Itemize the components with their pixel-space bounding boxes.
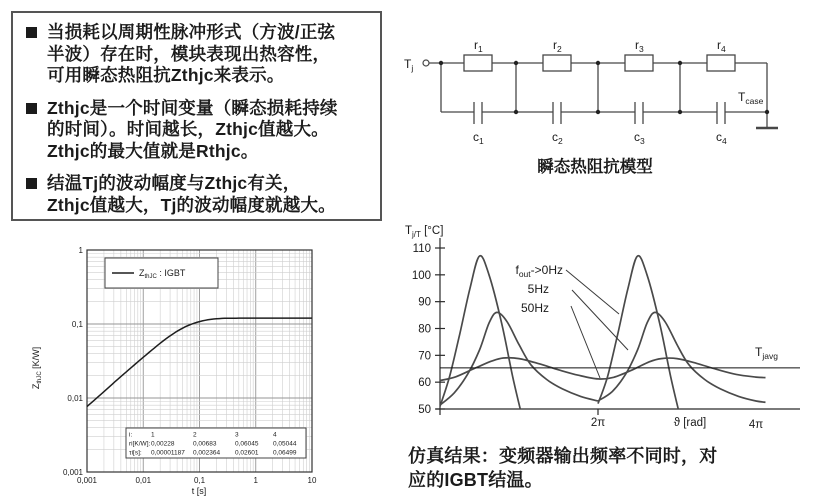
leader-line-50hz xyxy=(571,306,600,378)
bullet-line: 半波）存在时，模块表现出热容性， xyxy=(47,43,331,64)
tjavg-label: $T_{javg}$ xyxy=(755,345,778,361)
curve-fout-0Hz xyxy=(440,256,522,417)
bullet-line: 结温Tj的波动幅度与Zthjc有关， xyxy=(47,173,301,193)
freq-50hz-label: 50Hz xyxy=(520,301,549,315)
table-cell: 4 xyxy=(273,431,277,439)
y-tick-label: 80 xyxy=(418,323,431,336)
zthjc-chart xyxy=(25,240,365,502)
thermal-impedance-circuit-diagram xyxy=(400,15,812,187)
bullet-square-icon xyxy=(26,103,37,114)
y-tick-label: 1 xyxy=(78,246,83,255)
x-axis-label: ϑ [rad] xyxy=(673,417,707,429)
table-cell: 0,02601 xyxy=(235,449,259,457)
table-cell: 0,00228 xyxy=(151,440,175,448)
simulation-caption xyxy=(408,444,808,492)
leader-line-5hz xyxy=(572,290,628,350)
bullet-square-icon xyxy=(26,27,37,38)
x-tick-label: 0,01 xyxy=(135,476,152,485)
table-cell: 1 xyxy=(151,431,155,439)
table-cell: 0,00001187 xyxy=(151,449,185,457)
bullet-line: 的时间）。时间越长，Zthjc值越大。 xyxy=(47,119,329,139)
x-tick-label: 1 xyxy=(253,476,258,485)
table-cell: 0,05044 xyxy=(273,440,297,448)
y-axis-label: $T_{j/T}$ [°C] xyxy=(405,225,444,239)
bullet-line: 可用瞬态热阻抗Zthjc来表示。 xyxy=(47,65,285,85)
x-tick-label-4pi: 4π xyxy=(748,419,764,431)
capacitor-label: $c_2$ xyxy=(552,130,563,146)
y-tick-label: 50 xyxy=(418,404,431,416)
y-tick-label: 100 xyxy=(411,269,431,282)
resistor-label: $r_1$ xyxy=(474,38,483,54)
y-tick-label: 60 xyxy=(418,377,431,390)
capacitor-label: $c_4$ xyxy=(716,130,727,146)
y-tick-label: 70 xyxy=(418,350,431,363)
bullet-line: Zthjc的最大值就是Rthjc。 xyxy=(47,140,259,161)
y-tick-label: 90 xyxy=(418,296,431,309)
legend xyxy=(105,258,218,288)
tj-terminal-icon xyxy=(423,60,429,66)
tcase-label: $T_{case}$ xyxy=(738,90,764,106)
freq-5hz-label: 5Hz xyxy=(527,282,549,296)
resistor-label: $r_4$ xyxy=(717,38,726,54)
table-cell: 0,002364 xyxy=(193,449,221,457)
bullet-text xyxy=(47,98,338,163)
curve-5Hz xyxy=(598,312,766,402)
bullet-item xyxy=(26,22,374,87)
caption-line: 应的IGBT结温。 xyxy=(408,470,543,490)
curve-50Hz xyxy=(440,358,766,381)
table-row-label: τi[s]: xyxy=(129,449,142,457)
table-row-label: i: xyxy=(129,431,133,439)
bullet-square-icon xyxy=(26,178,37,189)
capacitor-label: $c_1$ xyxy=(473,130,484,146)
table-row-label: ri[K/W]: xyxy=(129,440,151,448)
x-tick-label: 10 xyxy=(307,476,317,485)
bullet-item xyxy=(26,98,374,163)
bullet-text xyxy=(47,173,336,216)
tj-label: $T_j$ xyxy=(404,57,414,73)
x-tick-label-2pi: 2π xyxy=(590,417,606,429)
y-tick-label: 0,01 xyxy=(67,394,83,403)
y-tick-label: 0,001 xyxy=(62,468,83,477)
circuit-title: 瞬态热阻抗模型 xyxy=(537,158,653,176)
junction-temperature-chart xyxy=(403,218,805,444)
legend-label: $Z_{thJC}$ : IGBT xyxy=(139,268,186,280)
table-cell: 3 xyxy=(235,431,239,439)
bullet-line: Zthjc值越大，Tj的波动幅度就越大。 xyxy=(47,194,336,215)
notes-panel xyxy=(11,11,382,221)
bullet-text xyxy=(47,22,335,87)
x-axis-label: t [s] xyxy=(191,486,207,496)
parameter-table xyxy=(126,428,306,458)
x-tick-label: 0,001 xyxy=(76,476,98,485)
ground-icon xyxy=(756,112,778,128)
resistor-label: $r_2$ xyxy=(553,38,562,54)
y-tick-label: 110 xyxy=(412,243,431,256)
table-cell: 2 xyxy=(193,431,197,439)
y-axis-label: $Z_{thJC}$ [K/W] xyxy=(31,346,43,390)
bullet-line: Zthjc是一个时间变量（瞬态损耗持续 xyxy=(47,97,338,118)
temperature-curves xyxy=(440,256,766,417)
capacitor-label: $c_3$ xyxy=(634,130,645,146)
caption-line: 仿真结果：变频器输出频率不同时，对 xyxy=(408,446,718,466)
y-tick-label: 0,1 xyxy=(71,320,83,329)
table-cell: 0,00683 xyxy=(193,440,217,448)
bullet-item xyxy=(26,173,374,216)
table-cell: 0,06045 xyxy=(235,440,259,448)
x-tick-label: 0,1 xyxy=(193,476,206,485)
resistor-label: $r_3$ xyxy=(635,38,644,54)
freq-0hz-label: $f_{out}->0Hz$ xyxy=(515,263,563,279)
bullet-line: 当损耗以周期性脉冲形式（方波/正弦 xyxy=(47,22,336,42)
table-cell: 0,06499 xyxy=(273,449,297,457)
